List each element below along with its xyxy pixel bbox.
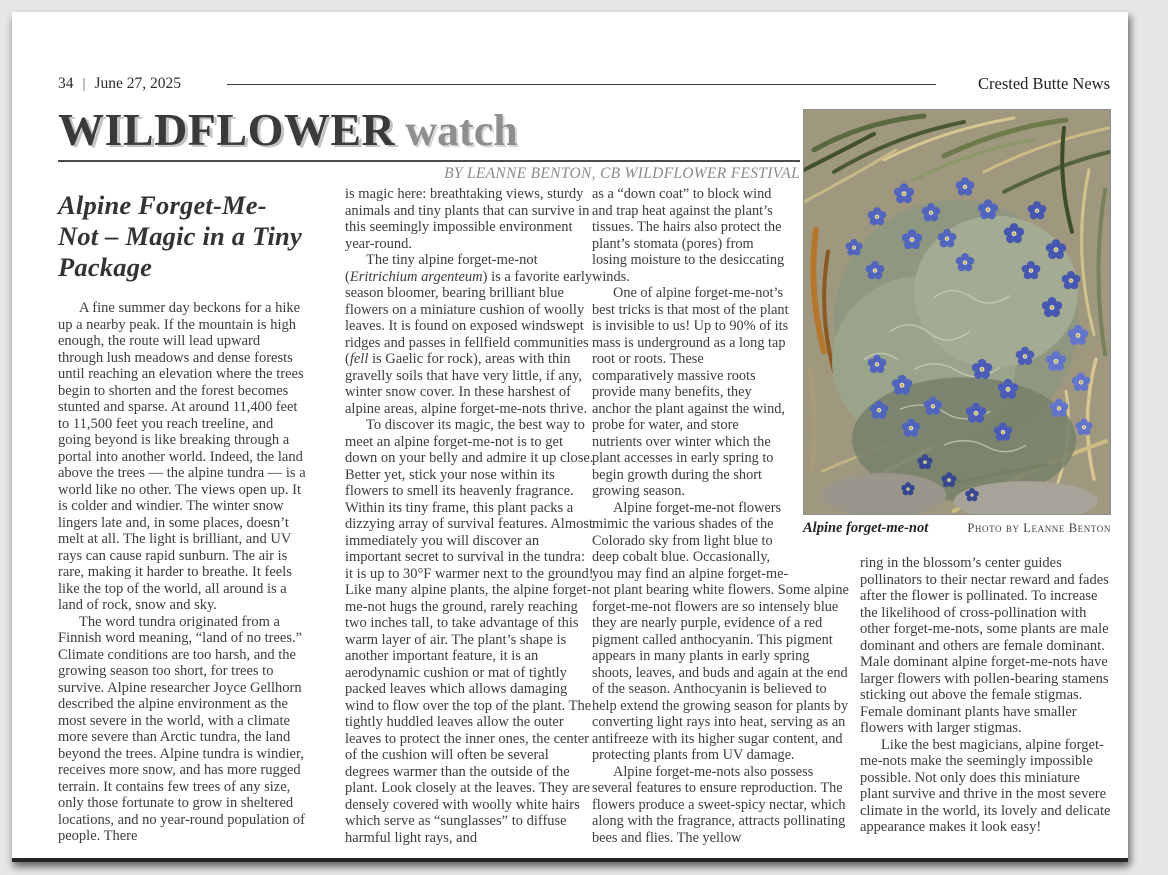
photo-caption: Alpine forget-me-not [803,520,929,536]
article-paragraph [592,764,851,847]
article-column-2 [345,186,594,846]
folio-row [58,74,1110,94]
body-text: A fine summer day beckons for a hike up a nearby peak. If the mountain is high enough, the route will lead upward through lush meadows and dense forests until reaching an elevation where the trees begin to shorten and the forest becomes stunted and sparse. At around 11,400 feet to 11,500 feet you reach treeline, and going beyond is like breaking through a portal into another world. Indeed, the land above the trees — the alpine tundra — is a world like no other. The views open up. It is colder and windier. The winter snow lingers late and, in some places, doesn’t melt at all. The light is brilliant, and UV rays can cause rapid sunburn. The air is rare, making it harder to breathe. It feels like the top of the world, all around is a land of rock, snow and sky. [58,300,306,613]
body-text: The word tundra originated from a Finnish word meaning, “land of no trees.” Climate conditions are too harsh, and the growing season too short, for trees to survive. Alpine researcher Joyce Gellhorn described the alpine environment as the most severe in the world, with a climate more severe than Arctic tundra, the land beyond the trees. Alpine tundra is windier, receives more snow, and has more rugged terrain. It contains few trees of any size, only those fortunate to grow in sheltered locations, and no year-round population of people. There [58,613,305,844]
masthead-titles [58,106,800,162]
article-paragraph [345,186,594,252]
article-paragraph [345,252,594,417]
folio-separator: | [82,75,86,92]
latin-name-text: Eritrichium argenteum [349,268,483,285]
masthead-subtitle: watch [405,106,518,155]
article-column-3 [592,186,851,846]
body-text: ) is a favorite early season bloomer, bearing brilliant blue flowers on a miniature cushion of woolly leaves. It is found on exposed windswept ridges and passes in fellfield communities ( [345,268,593,367]
newspaper-page [12,12,1128,862]
body-text: One of alpine forget-me-not’s best tricks is that most of the plant is invisible to us! Up to 90% of its mass is underground as a long tap root or roots. These comparatively massive roots provide many benefits, they anchor the plant against the wind, probe for water, and store nutrients over winter which the plant accesses in early spring to begin growth during the short growing season. [592,285,789,499]
body-text: ring in the blossom’s center guides pollinators to their nectar reward and fades after the flower is pollinated. To increase the likelihood of cross-pollination with other forget-me-nots, some plants are male dominant and others are female dominant. Male dominant alpine forget-me-nots have larger flowers with pollen-bearing stamens sticking out above the female stigmas. Female dominant plants have smaller flowers with larger stigmas. [860,555,1109,736]
article-paragraph [345,417,594,846]
page-number: 34 [58,75,74,92]
body-text: is magic here: breathtaking views, sturdy animals and tiny plants that can survive in this seemingly impossible environment year-round. [345,186,590,252]
folio-left [58,75,181,93]
body-text: To discover its magic, the best way to meet an alpine forget-me-not is to get down on your belly and admire it up close. Better yet, stick your nose within its flowers to smell its heavenly fragrance. Within its tiny frame, this plant packs a dizzying array of survival features. Almost immediately you will discover an important secret to survival in the tundra: it is up to 30°F warmer next to the ground! Like many alpine plants, the alpine forget-me-not hugs the ground, rarely reaching two inches tall, to take advantage of this warm layer of air. The plant’s shape is another important feature, it is an aerodynamic cushion or mat of tightly packed leaves which allows damaging wind to flow over the top of the plant. The tightly huddled leaves allow the outer leaves to protect the inner ones, the center of the cushion will often be several degrees warmer than the outside of the plant. Look closely at the leaves. They are densely covered with woolly white hairs which serve as “sunglasses” to diffuse harmful light rays, and [345,417,594,846]
byline: BY LEANNE BENTON, CB WILDFLOWER FESTIVAL [444,165,800,182]
article-headline: Alpine Forget-Me-Not – Magic in a Tiny Package [58,190,302,282]
latin-name-text: fell [349,351,369,367]
body-text: Alpine forget-me-not flowers mimic the various shades of the Colorado sky from light blue to deep cobalt blue. Occasionally, you may find an alpine forget-me-not plant bearing white flowers. Some alpine forget-me-not flowers are so intensely blue they are nearly purple, evidence of a red pigment called anthocyanin. This pigment appears in many plants in early spring shoots, leaves, and buds and again at the end of the season. Anthocyanin is believed to help extend the growing season for plants by converting light rays into heat, serving as an antifreeze with its higher sugar content, and protecting plants from UV damage. [592,499,849,763]
body-text: Alpine forget-me-nots also possess several features to ensure reproduction. The flowers produce a sweet-spicy nectar, which along with the fragrance, attracts pollinating bees and flies. The yellow [592,763,846,846]
article-paragraph [860,737,1112,836]
issue-date: June 27, 2025 [94,75,182,92]
column-masthead [58,106,800,183]
column-3-flow-spacer [789,186,851,582]
photo-credit: Photo by Leanne Benton [967,521,1111,535]
body-text: Like the best magicians, alpine forget-me-nots make the seemingly impossible possible. Not only does this miniature plant survive and thrive in the most severe climate in the world, its lovely and delicate appearance makes it look easy! [860,736,1111,835]
article-column-1 [58,190,306,845]
article-paragraph [58,300,306,614]
newspaper-name: Crested Butte News [978,74,1110,93]
body-text: is Gaelic for rock), areas with thin gravelly soils that have very little, if any, winter snow cover. In these harshest of alpine areas, alpine forget-me-nots thrive. [345,351,588,417]
article-column-4 [860,555,1112,836]
article-paragraph [860,555,1112,737]
article-paragraph [58,614,306,845]
masthead-title: WILDFLOWER [58,104,396,155]
body-text: The tiny alpine forget-me-not ( [345,252,538,285]
body-text: as a “down coat” to block wind and trap heat against the plant’s tissues. The hairs also protect the plant’s stomata (pores) from losing moisture to the desiccating winds. [592,186,785,285]
folio-rule [227,84,936,85]
